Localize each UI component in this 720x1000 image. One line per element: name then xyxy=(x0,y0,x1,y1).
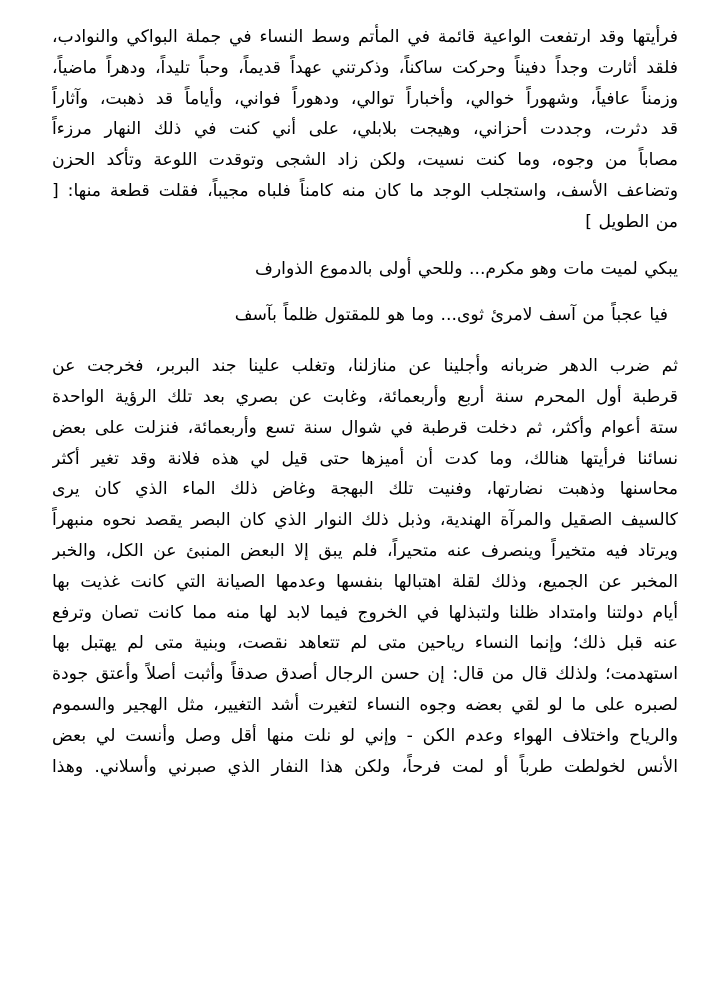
paragraph-2 xyxy=(52,351,678,782)
text-line: فرأيتها وقد ارتفعت الواعية قائمة في المأتم وسط النساء في جملة البواكي والنوادب، xyxy=(52,27,678,47)
text-line: عنه قبل ذلك؛ وإنما النساء رياحين متى لم تتعاهد نقصت، وبنية متى لم يهتبل بها xyxy=(52,633,678,654)
text-line: قرطبة أول المحرم سنة أربع وأربعمائة، وغابت عن بصري بعد تلك الرؤية الواحدة xyxy=(52,386,678,407)
text-line: أيام دولتنا وامتداد ظلنا ولتبذلها في الخروج فيما لابد لها منه مما كانت تصان وترفع xyxy=(52,602,678,623)
spacer xyxy=(52,238,678,254)
text-line: فلقد أثارت وجداً دفيناً وحركت ساكناً، وذكرتني عهداً قديماً، وحباً تليداً، ودهراً ماضياً، xyxy=(52,57,678,78)
text-line: المخبر عن الجميع، وذلك لقلة اهتبالها بنفسها وعدمها الصيانة التي كانت غذيت بها xyxy=(52,571,678,592)
spacer xyxy=(52,331,678,351)
text-line: ويرتاد فيه متخيراً وينصرف عنه متحيراً، فلم يبق إلا البعض المنبئ عن الكل، والخبر xyxy=(52,540,678,561)
text-line: وزمناً عافياً، وشهوراً خوالي، وأخباراً توالي، ودهوراً فواني، وأياماً قد ذهبت، وآثاراً xyxy=(52,88,678,109)
text-line: وتضاعف الأسف، واستجلب الوجد ما كان منه كامناً فلباه مجيباً، فقلت قطعة منها: [ xyxy=(52,180,678,201)
spacer xyxy=(52,284,678,300)
text-line: نسائنا فرأيتها هنالك، وما كدت أن أميزها حتى قيل لي هذه فلانة وقد تغير أكثر xyxy=(52,448,678,469)
text-line: استهدمت؛ ولذلك قال من قال: إن حسن الرجال أصدق صدقاً وأثبت أصلاً وأعتق جودة xyxy=(52,664,678,685)
text-line: لصبره على ما لو لقي بعضه وجوه النساء لتغيرت أشد التغيير، مثل الهجير والسموم xyxy=(52,694,678,715)
text-line: قد دثرت، وجددت أحزاني، وهيجت بلابلي، على أني كنت في ذلك النهار مرزءاً xyxy=(52,119,678,140)
text-line: ستة أعوام وأكثر، ثم دخلت قرطبة في شوال سنة تسع وأربعمائة، فنزلت على بعض xyxy=(52,417,678,438)
text-line: الأنس لخولطت طرباً أو لمت فرحاً، ولكن هذا النفار الذي صبرني وأسلاني. وهذا xyxy=(52,756,678,777)
text-line: من الطويل ] xyxy=(585,211,678,232)
text-line: كالسيف الصقيل والمرآة الهندية، وذبل ذلك النوار الذي كان البصر يقصد نحوه منبهراً xyxy=(52,510,678,531)
verse-line-2: فيا عجباً من آسف لامرئ ثوى... وما هو للمقتول ظلماً بآسف xyxy=(234,305,668,326)
text-line: ثم ضرب الدهر ضربانه وأجلينا عن منازلنا، وتغلب علينا جند البربر، فخرجت عن xyxy=(52,356,678,377)
text-line: مصاباً من وجوه، وما كنت نسيت، ولكن زاد الشجى وتوقدت اللوعة وتأكد الحزن xyxy=(52,150,678,171)
text-line: محاسنها وذهبت نضارتها، وفنيت تلك البهجة وغاض ذلك الماء الذي كان يرى xyxy=(52,479,678,500)
verse-line-1: يبكي لميت مات وهو مكرم... وللحي أولى بالدموع الذوارف xyxy=(255,258,678,279)
document-page xyxy=(52,22,678,782)
text-line: والرياح واختلاف الهواء وعدم الكن - وإني لو نلت منها أقل وصل وأنست لي بعض xyxy=(52,725,678,746)
paragraph-1 xyxy=(52,22,678,238)
